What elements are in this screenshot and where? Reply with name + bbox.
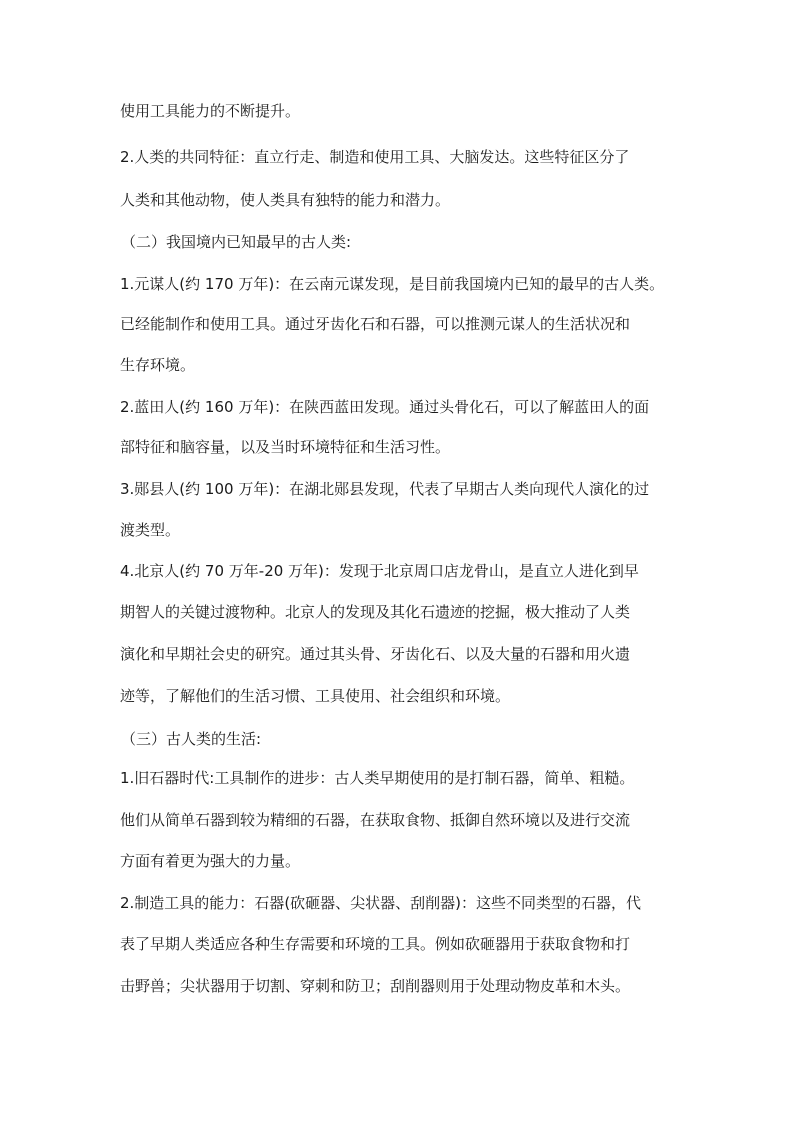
text-line: 4.北京人(约 70 万年-20 万年)：发现于北京周口店龙骨山，是直立人进化到早	[120, 562, 639, 580]
text-line: 3.郧县人(约 100 万年)：在湖北郧县发现，代表了早期古人类向现代人演化的过	[120, 480, 650, 498]
text-line: 1.元谋人(约 170 万年)：在云南元谋发现，是目前我国境内已知的最早的古人类。	[120, 275, 665, 293]
text-line: 迹等，了解他们的生活习惯、工具使用、社会组织和环境。	[120, 687, 511, 705]
text-line: 使用工具能力的不断提升。	[120, 102, 301, 120]
text-line: 2.制造工具的能力：石器(砍砸器、尖状器、刮削器)：这些不同类型的石器，代	[120, 894, 642, 912]
text-line: 渡类型。	[120, 521, 181, 539]
text-line: 方面有着更为强大的力量。	[120, 852, 301, 870]
text-line: 2.蓝田人(约 160 万年)：在陕西蓝田发现。通过头骨化石，可以了解蓝田人的面	[120, 398, 650, 416]
text-line: 演化和早期社会史的研究。通过其头骨、牙齿化石、以及大量的石器和用火遗	[120, 645, 631, 663]
text-line: 已经能制作和使用工具。通过牙齿化石和石器，可以推测元谋人的生活状况和	[120, 315, 631, 333]
text-line: 部特征和脑容量，以及当时环境特征和生活习性。	[120, 438, 451, 456]
text-line: 人类和其他动物，使人类具有独特的能力和潜力。	[120, 191, 451, 209]
text-line: 2.人类的共同特征：直立行走、制造和使用工具、大脑发达。这些特征区分了	[120, 148, 630, 166]
text-line: 表了早期人类适应各种生存需要和环境的工具。例如砍砸器用于获取食物和打	[120, 935, 631, 953]
text-line: 他们从简单石器到较为精细的石器，在获取食物、抵御自然环境以及进行交流	[120, 811, 631, 829]
section-heading: （三）古人类的生活:	[121, 730, 262, 748]
text-line: 生存环境。	[120, 356, 196, 374]
text-line: 期智人的关键过渡物种。北京人的发现及其化石遗迹的挖掘，极大推动了人类	[120, 603, 631, 621]
text-line: 1.旧石器时代:工具制作的进步：古人类早期使用的是打制石器，简单、粗糙。	[120, 769, 635, 787]
section-heading: （二）我国境内已知最早的古人类:	[121, 233, 352, 251]
text-line: 击野兽；尖状器用于切割、穿刺和防卫；刮削器则用于处理动物皮革和木头。	[120, 977, 631, 995]
